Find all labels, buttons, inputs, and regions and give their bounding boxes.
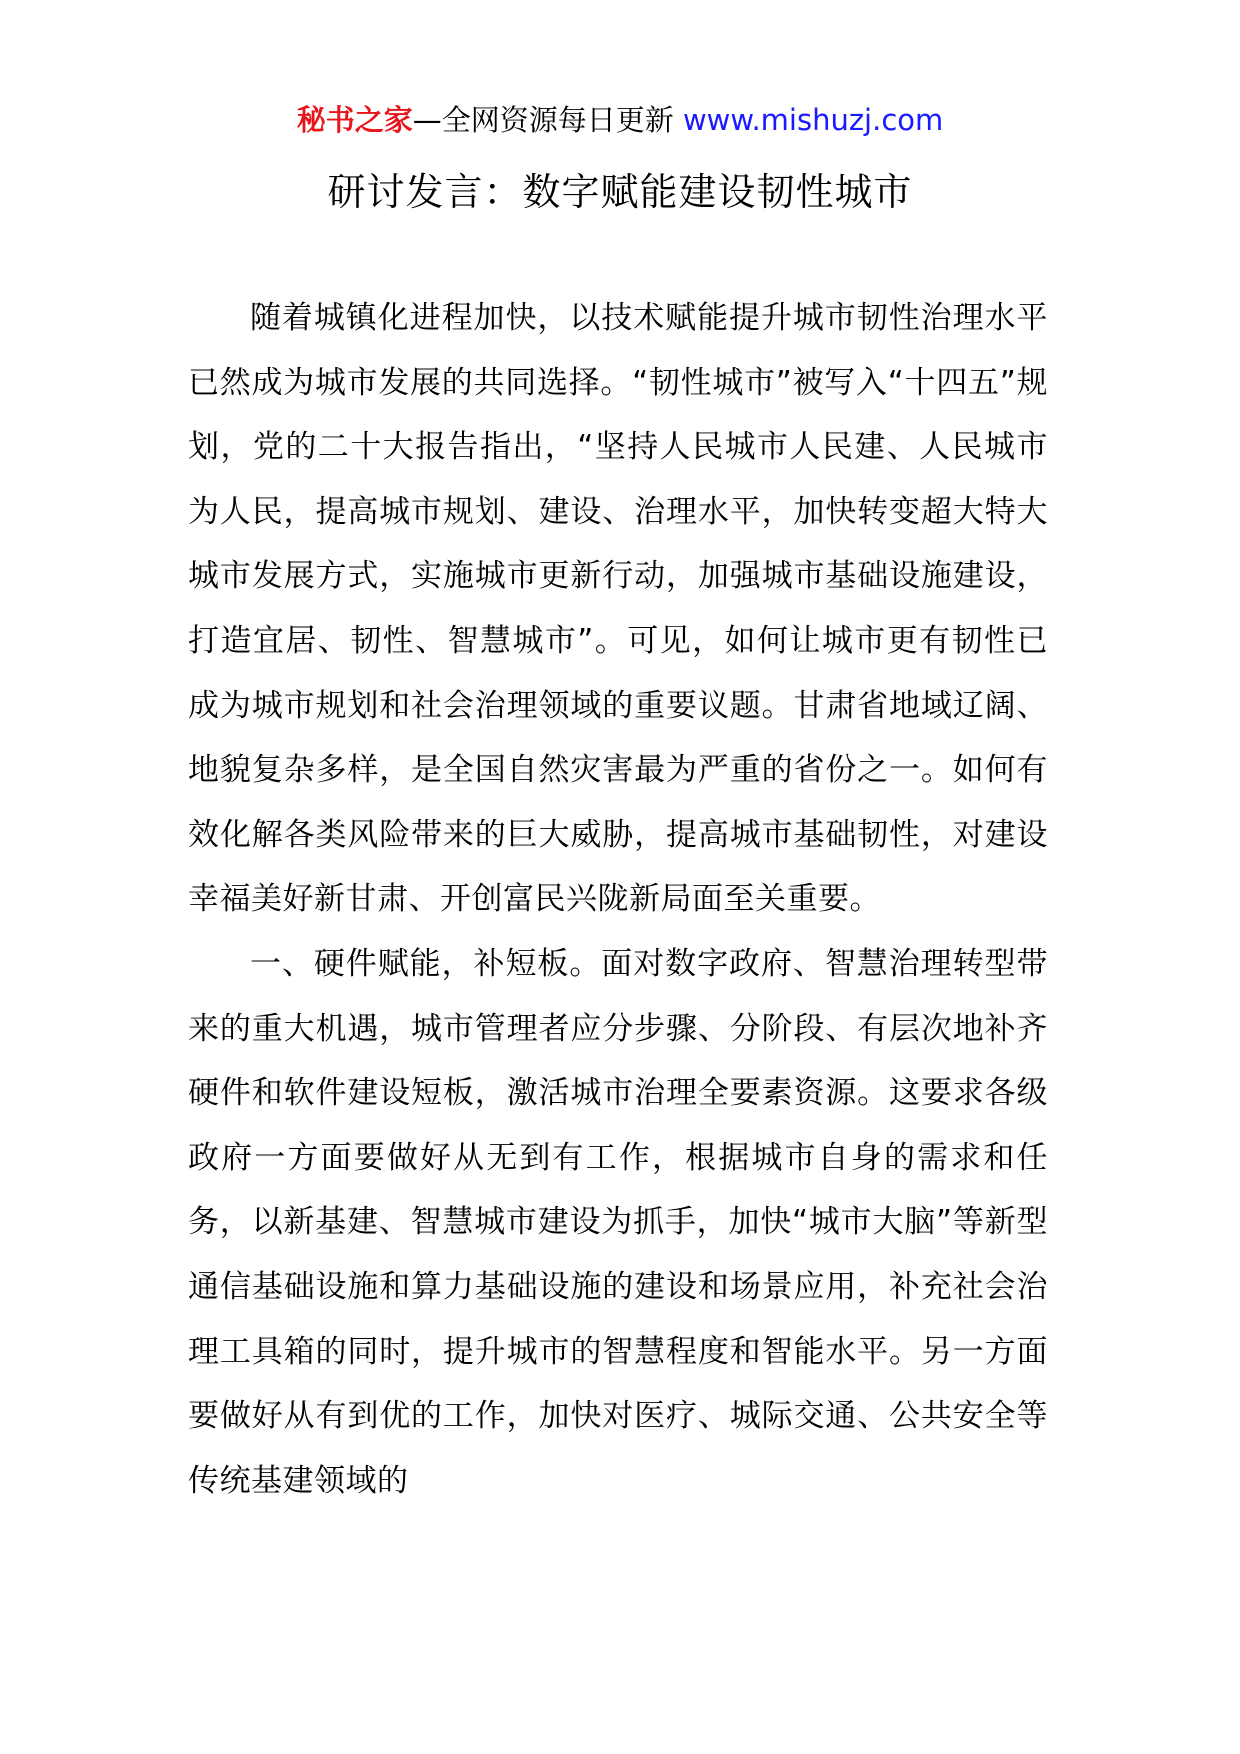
brand-name: 秘书之家 bbox=[296, 103, 413, 137]
document-body bbox=[188, 286, 1048, 1513]
site-header bbox=[0, 100, 1240, 140]
paragraph-intro: 随着城镇化进程加快，以技术赋能提升城市韧性治理水平已然成为城市发展的共同选择。“韧性城市”被写入“十四五”规划，党的二十大报告指出，“坚持人民城市人民建、人民城市为人民，提高城市规划、建设、治理水平，加快转变超大特大城市发展方式，实施城市更新行动，加强城市基础设施建设，打造宜居、韧性、智慧城市”。可见，如何让城市更有韧性已成为城市规划和社会治理领域的重要议题。甘肃省地域辽阔、地貌复杂多样，是全国自然灾害最为严重的省份之一。如何有效化解各类风险带来的巨大威胁，提高城市基础韧性，对建设幸福美好新甘肃、开创富民兴陇新局面至关重要。 bbox=[188, 300, 1048, 918]
site-url-link[interactable]: www.mishuzj.com bbox=[682, 103, 944, 137]
paragraph-section-one: 一、硬件赋能，补短板。面对数字政府、智慧治理转型带来的重大机遇，城市管理者应分步骤、分阶段、有层次地补齐硬件和软件建设短板，激活城市治理全要素资源。这要求各级政府一方面要做好从无到有工作，根据城市自身的需求和任务，以新基建、智慧城市建设为抓手，加快“城市大脑”等新型通信基础设施和算力基础设施的建设和场景应用，补充社会治理工具箱的同时，提升城市的智慧程度和智能水平。另一方面要做好从有到优的工作，加快对医疗、城际交通、公共安全等传统基建领域的 bbox=[188, 945, 1048, 1499]
header-tagline: —全网资源每日更新 bbox=[412, 103, 683, 137]
document-title: 研讨发言：数字赋能建设韧性城市 bbox=[327, 170, 913, 214]
